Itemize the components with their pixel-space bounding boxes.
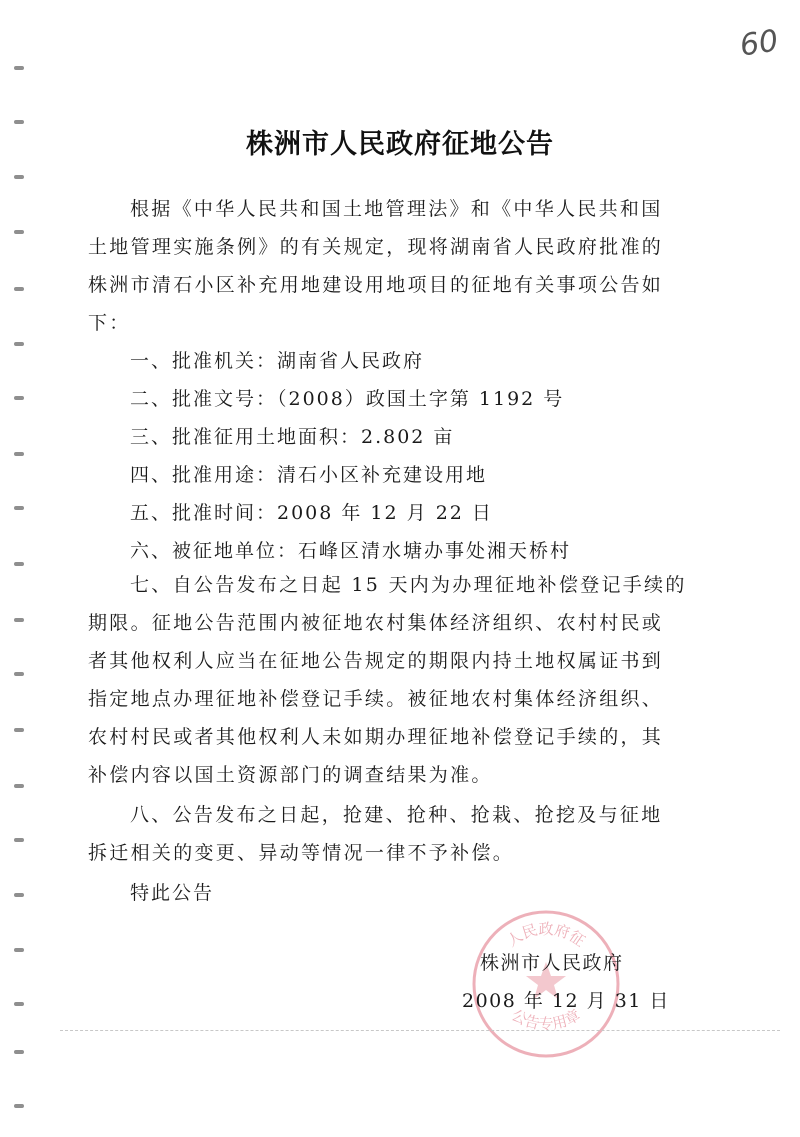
binding-mark [14, 342, 24, 346]
clause-line: 七、自公告发布之日起 15 天内为办理征地补偿登记手续的 [130, 574, 687, 596]
clause-line: 农村村民或者其他权利人未如期办理征地补偿登记手续的，其 [88, 726, 664, 748]
clause-line: 补偿内容以国土资源部门的调查结果为准。 [88, 764, 493, 786]
list-item: 六、被征地单位：石峰区清水塘办事处湘天桥村 [130, 540, 572, 562]
intro-line: 土地管理实施条例》的有关规定，现将湖南省人民政府批准的 [88, 236, 664, 258]
binding-mark [14, 1104, 24, 1108]
binding-mark [14, 66, 24, 70]
intro-line: 下： [88, 312, 131, 334]
list-item: 四、批准用途：清石小区补充建设用地 [130, 464, 488, 486]
seal-bottom-text: 公告专用章 [508, 1005, 584, 1034]
clause-line: 八、公告发布之日起，抢建、抢种、抢栽、抢挖及与征地 [130, 804, 663, 826]
binding-mark [14, 230, 24, 234]
fold-line [60, 1030, 780, 1031]
document-title: 株洲市人民政府征地公告 [246, 129, 554, 160]
signing-organization: 株洲市人民政府 [480, 952, 624, 974]
list-item: 三、批准征用土地面积：2.802 亩 [130, 426, 455, 448]
clause-line: 期限。征地公告范围内被征地农村集体经济组织、农村村民或 [88, 612, 664, 634]
binding-mark [14, 175, 24, 179]
binding-mark [14, 728, 24, 732]
binding-mark [14, 506, 24, 510]
binding-mark [14, 562, 24, 566]
binding-mark [14, 287, 24, 291]
binding-mark [14, 672, 24, 676]
clause-line: 拆迁相关的变更、异动等情况一律不予补偿。 [88, 842, 515, 864]
binding-mark [14, 452, 24, 456]
binding-mark [14, 618, 24, 622]
binding-mark [14, 1050, 24, 1054]
list-item: 二、批准文号：（2008）政国土字第 1192 号 [130, 388, 565, 410]
handwritten-page-number: 60 [737, 23, 781, 64]
signing-date: 2008 年 12 月 31 日 [462, 990, 670, 1012]
binding-mark [14, 893, 24, 897]
binding-mark [14, 1002, 24, 1006]
clause-line: 指定地点办理征地补偿登记手续。被征地农村集体经济组织、 [88, 688, 664, 710]
binding-mark [14, 948, 24, 952]
closing-phrase: 特此公告 [130, 882, 215, 904]
clause-line: 者其他权利人应当在征地公告规定的期限内持土地权属证书到 [88, 650, 664, 672]
list-item: 五、批准时间：2008 年 12 月 22 日 [130, 502, 493, 524]
clause-seven-paragraph [88, 566, 688, 794]
list-item: 一、批准机关：湖南省人民政府 [130, 350, 425, 372]
seal-top-text: 人民政府征 [503, 920, 589, 951]
binding-mark [14, 396, 24, 400]
binding-mark [14, 784, 24, 788]
official-seal [466, 904, 626, 1064]
clause-eight-paragraph [88, 796, 688, 872]
binding-mark [14, 838, 24, 842]
intro-paragraph [88, 190, 688, 342]
intro-line: 株洲市清石小区补充用地建设用地项目的征地有关事项公告如 [88, 274, 664, 296]
intro-line: 根据《中华人民共和国土地管理法》和《中华人民共和国 [130, 198, 663, 220]
